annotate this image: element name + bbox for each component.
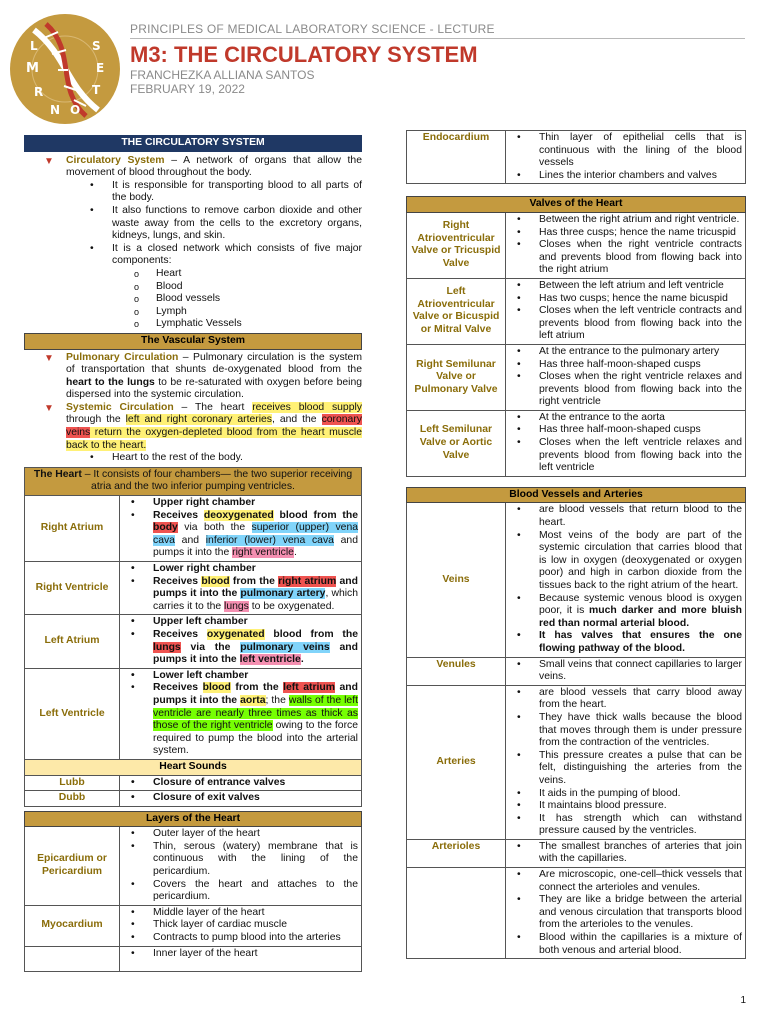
component-item: o Blood vessels	[24, 293, 362, 306]
list-item: • Closure of exit valves	[123, 792, 358, 805]
row-label: Myocardium	[25, 905, 120, 946]
list-item: • It is responsible for transporting blood to all parts of the body.	[24, 180, 362, 205]
table-row	[407, 278, 746, 344]
list-item: • It aids in the pumping of blood.	[509, 788, 742, 801]
table-row	[25, 791, 362, 807]
list-item: • Upper right chamber	[123, 497, 358, 510]
table-row	[407, 657, 746, 685]
row-label: Venules	[407, 657, 506, 685]
heart-layers-table	[24, 811, 362, 972]
list-item: • are blood vessels that return blood to the heart.	[509, 504, 742, 529]
list-item: • Closes when the right ventricle contracts and prevents blood from flowing back into the right atrium	[509, 239, 742, 277]
document-header	[130, 22, 745, 96]
list-item: • Blood within the capillaries is a mixture of both venous and arterial blood.	[509, 932, 742, 957]
row-label: Right Semilunar Valve or Pulmonary Valve	[407, 344, 506, 410]
svg-text:R: R	[34, 85, 44, 99]
table-row	[407, 131, 746, 184]
table-row	[407, 410, 746, 476]
row-label: Left Ventricle	[25, 668, 120, 759]
svg-text:T: T	[92, 83, 101, 97]
component-item: o Blood	[24, 281, 362, 294]
table-row	[25, 615, 362, 668]
list-item: • Receives oxygenated blood from the lungs via the pulmonary veins and pumps it into the left ventricle.	[123, 629, 358, 667]
list-item: • They are like a bridge between the arterial and venous circulation that transports blood from the arterioles to the venules.	[509, 894, 742, 932]
row-label: Endocardium	[407, 131, 506, 184]
table-row	[25, 775, 362, 791]
list-item: • Middle layer of the heart	[123, 907, 358, 920]
list-item: • Receives blood from the right atrium and pumps it into the pulmonary artery, which carries it to the lungs to be oxygenated.	[123, 576, 358, 614]
right-column	[406, 130, 746, 959]
component-item: o Lymphatic Vessels	[24, 318, 362, 331]
vessels-header: Blood Vessels and Arteries	[407, 487, 746, 503]
list-item: • It is a closed network which consists of five major components:	[24, 243, 362, 268]
svg-text:N: N	[50, 103, 61, 117]
row-label	[407, 868, 506, 959]
list-item: • Has three half-moon-shaped cusps	[509, 424, 742, 437]
component-item: o Lymph	[24, 306, 362, 319]
list-item: • Lower right chamber	[123, 563, 358, 576]
list-item: • The smallest branches of arteries that join with the capillaries.	[509, 841, 742, 866]
list-item: • Covers the heart and attaches to the pericardium.	[123, 879, 358, 904]
table-row	[25, 668, 362, 759]
list-item: • Outer layer of the heart	[123, 828, 358, 841]
course-name: PRINCIPLES OF MEDICAL LABORATORY SCIENCE - LECTURE	[130, 22, 495, 36]
list-item: • Receives blood from the left atrium and pumps it into the aorta; the walls of the left ventricle are nearly three times as thick as those of the right ventricle owing to the force required to pump the blood into the arterial system.	[123, 682, 358, 758]
table-row	[25, 496, 362, 562]
list-item: • Closes when the left ventricle contracts and prevents blood from flowing back into the left atrium	[509, 305, 742, 343]
left-column	[24, 135, 362, 972]
table-row	[407, 503, 746, 657]
bullet-arrow-icon: ▼	[44, 155, 54, 167]
table-row	[25, 905, 362, 946]
row-label: Dubb	[25, 791, 120, 807]
table-row	[407, 868, 746, 959]
list-item: • It has strength which can withstand pressure caused by the ventricles.	[509, 813, 742, 838]
table-row	[25, 946, 362, 971]
list-item: • Because systemic venous blood is oxygen poor, it is much darker and more bluish red than normal arterial blood.	[509, 593, 742, 631]
list-item: • It maintains blood pressure.	[509, 800, 742, 813]
list-item: • Closure of entrance valves	[123, 777, 358, 790]
list-item: • Thin, serous (watery) membrane that is continuous with the lining of the pericardium.	[123, 841, 358, 879]
row-label: Epicardium or Pericardium	[25, 827, 120, 906]
row-label: Right Atrioventricular Valve or Tricuspid Valve	[407, 212, 506, 278]
list-item: • Most veins of the body are part of the systemic circulation that carries blood that is low in oxygen (deoxygenated or oxygen poor) and high in carbon dioxide from the tissues back to the right atrium of the heart.	[509, 530, 742, 593]
valves-header: Valves of the Heart	[407, 197, 746, 213]
list-item: • Has three half-moon-shaped cusps	[509, 359, 742, 372]
row-label: Left Atrioventricular Valve or Bicuspid or Mitral Valve	[407, 278, 506, 344]
author-name: FRANCHEZKA ALLIANA SANTOS	[130, 68, 315, 82]
table-row	[407, 344, 746, 410]
table-row	[407, 839, 746, 867]
row-label: Left Atrium	[25, 615, 120, 668]
blood-vessels-table	[406, 487, 746, 959]
list-item: • Are microscopic, one-cell–thick vessels that connect the arterioles and venules.	[509, 869, 742, 894]
row-label: Left Semilunar Valve or Aortic Valve	[407, 410, 506, 476]
document-title: M3: THE CIRCULATORY SYSTEM	[130, 42, 478, 67]
svg-text:O: O	[70, 103, 81, 117]
list-item: • Closes when the left ventricle relaxes and prevents blood from flowing back into the left ventricle	[509, 437, 742, 475]
list-item: • At the entrance to the pulmonary artery	[509, 346, 742, 359]
pulmonary-circulation-definition: ▼ Pulmonary Circulation – Pulmonary circulation is the system of transportation that shunts de-oxygenated blood from the heart to the lungs to be re-saturated with oxygen before being dispersed into the systemic circulation.	[44, 351, 363, 401]
valves-table	[406, 196, 746, 476]
bullet-arrow-icon: ▼	[44, 352, 54, 364]
document-date: FEBRUARY 19, 2022	[130, 82, 245, 96]
list-item: • It also functions to remove carbon dioxide and other waste away from the cells to the excretory organs, kidneys, lungs, and skin.	[24, 205, 362, 243]
table-row	[407, 685, 746, 839]
list-item: • At the entrance to the aorta	[509, 412, 742, 425]
heart-chambers-table	[24, 467, 362, 807]
row-label: Lubb	[25, 775, 120, 791]
list-item: • Heart to the rest of the body.	[24, 452, 362, 465]
list-item: • Closes when the right ventricle relaxes and prevents blood from flowing back into the right ventricle	[509, 371, 742, 409]
section-title-vascular-system: The Vascular System	[24, 333, 362, 350]
svg-text:S: S	[92, 39, 101, 53]
list-item: • Receives deoxygenated blood from the body via both the superior (upper) vena cava and inferior (lower) vena cava and pumps it into the right ventricle.	[123, 510, 358, 560]
list-item: • Thick layer of cardiac muscle	[123, 919, 358, 932]
section-title-circulatory-system: THE CIRCULATORY SYSTEM	[24, 135, 362, 152]
component-item: o Heart	[24, 268, 362, 281]
list-item: • Thin layer of epithelial cells that is continuous with the lining of the blood vessels	[509, 132, 742, 170]
circulatory-system-definition: ▼ Circulatory System – A network of organs that allow the movement of blood throughout the body.	[44, 154, 362, 179]
table-row	[25, 827, 362, 906]
endocardium-table	[406, 130, 746, 184]
list-item: • Lower left chamber	[123, 670, 358, 683]
list-item: • Lines the interior chambers and valves	[509, 170, 742, 183]
layers-header: Layers of the Heart	[25, 811, 362, 827]
mlrc-notes-logo	[6, 10, 124, 128]
list-item: • This pressure creates a pulse that can be felt, distinguishing the arteries from the veins.	[509, 750, 742, 788]
table-row	[407, 212, 746, 278]
heart-sounds-header: Heart Sounds	[25, 759, 362, 775]
row-label: Veins	[407, 503, 506, 657]
list-item: • Between the left atrium and left ventricle	[509, 280, 742, 293]
list-item: • Small veins that connect capillaries to larger veins.	[509, 659, 742, 684]
svg-text:M: M	[26, 61, 39, 76]
list-item: • Upper left chamber	[123, 616, 358, 629]
heart-table-header: The Heart – It consists of four chambers— the two superior receiving atria and the two inferior pumping ventricles.	[25, 467, 362, 495]
list-item: • Has two cusps; hence the name bicuspid	[509, 293, 742, 306]
row-label	[25, 946, 120, 971]
svg-text:E: E	[96, 61, 105, 75]
list-item: • It has valves that ensures the one flowing pathway of the blood.	[509, 630, 742, 655]
row-label: Right Atrium	[25, 496, 120, 562]
list-item: • Inner layer of the heart	[123, 948, 358, 961]
bullet-arrow-icon: ▼	[44, 402, 54, 414]
systemic-circulation-definition: ▼ Systemic Circulation – The heart receives blood supply through the left and right coronary arteries, and the coronary veins return the oxygen-depleted blood from the heart muscle back to the heart.	[44, 401, 362, 451]
header-divider	[130, 38, 745, 39]
row-label: Arterioles	[407, 839, 506, 867]
list-item: • are blood vessels that carry blood away from the heart.	[509, 687, 742, 712]
svg-text:L: L	[30, 39, 38, 53]
table-row	[25, 562, 362, 615]
page-number: 1	[740, 995, 746, 1006]
row-label: Arteries	[407, 685, 506, 839]
list-item: • Between the right atrium and right ventricle.	[509, 214, 742, 227]
row-label: Right Ventricle	[25, 562, 120, 615]
list-item: • Has three cusps; hence the name tricuspid	[509, 227, 742, 240]
list-item: • They have thick walls because the blood that moves through them is under pressure from the contraction of the ventricles.	[509, 712, 742, 750]
list-item: • Contracts to pump blood into the arteries	[123, 932, 358, 945]
